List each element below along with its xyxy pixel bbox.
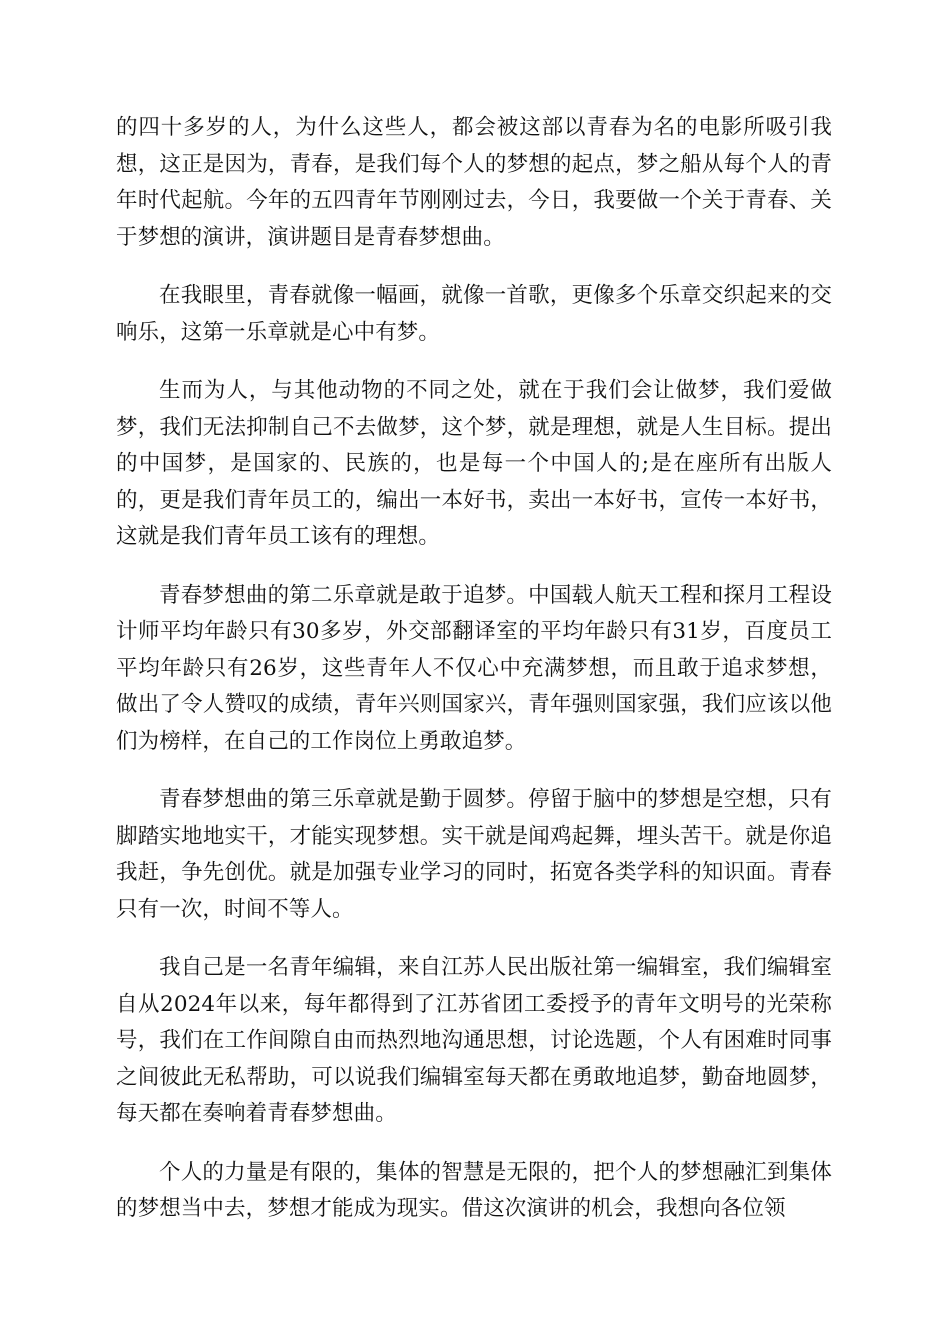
paragraph-4: 青春梦想曲的第二乐章就是敢于追梦。中国载人航天工程和探月工程设计师平均年龄只有30多岁，外交部翻译室的平均年龄只有31岁，百度员工平均年龄只有26岁，这些青年人不仅心中充满梦想，而且敢于追求梦想，做出了令人赞叹的成绩，青年兴则国家兴，青年强则国家强，我们应该以他们为榜样，在自己的工作岗位上勇敢追梦。: [116, 582, 832, 754]
paragraph-1: 的四十多岁的人，为什么这些人，都会被这部以青春为名的电影所吸引我想，这正是因为，青春，是我们每个人的梦想的起点，梦之船从每个人的青年时代起航。今年的五四青年节刚刚过去，今日，我要做一个关于青春、关于梦想的演讲，演讲题目是青春梦想曲。: [116, 115, 832, 250]
paragraph-7: 个人的力量是有限的，集体的智慧是无限的，把个人的梦想融汇到集体的梦想当中去，梦想才能成为现实。借这次演讲的机会，我想向各位领: [116, 1159, 832, 1221]
paragraph-5: 青春梦想曲的第三乐章就是勤于圆梦。停留于脑中的梦想是空想，只有脚踏实地地实干，才能实现梦想。实干就是闻鸡起舞，埋头苦干。就是你追我赶，争先创优。就是加强专业学习的同时，拓宽各类学科的知识面。青春只有一次，时间不等人。: [116, 787, 832, 922]
document-page: [116, 110, 832, 1250]
paragraph-3: 生而为人，与其他动物的不同之处，就在于我们会让做梦，我们爱做梦，我们无法抑制自己不去做梦，这个梦，就是理想，就是人生目标。提出的中国梦，是国家的、民族的，也是每一个中国人的;是在座所有出版人的，更是我们青年员工的，编出一本好书，卖出一本好书，宣传一本好书，这就是我们青年员工该有的理想。: [116, 378, 832, 549]
paragraph-2: 在我眼里，青春就像一幅画，就像一首歌，更像多个乐章交织起来的交响乐，这第一乐章就是心中有梦。: [116, 283, 832, 345]
paragraph-6: 我自己是一名青年编辑，来自江苏人民出版社第一编辑室，我们编辑室自从2024年以来，每年都得到了江苏省团工委授予的青年文明号的光荣称号，我们在工作间隙自由而热烈地沟通思想，讨论选题，个人有困难时同事之间彼此无私帮助，可以说我们编辑室每天都在勇敢地追梦，勤奋地圆梦，每天都在奏响着青春梦想曲。: [116, 955, 832, 1126]
